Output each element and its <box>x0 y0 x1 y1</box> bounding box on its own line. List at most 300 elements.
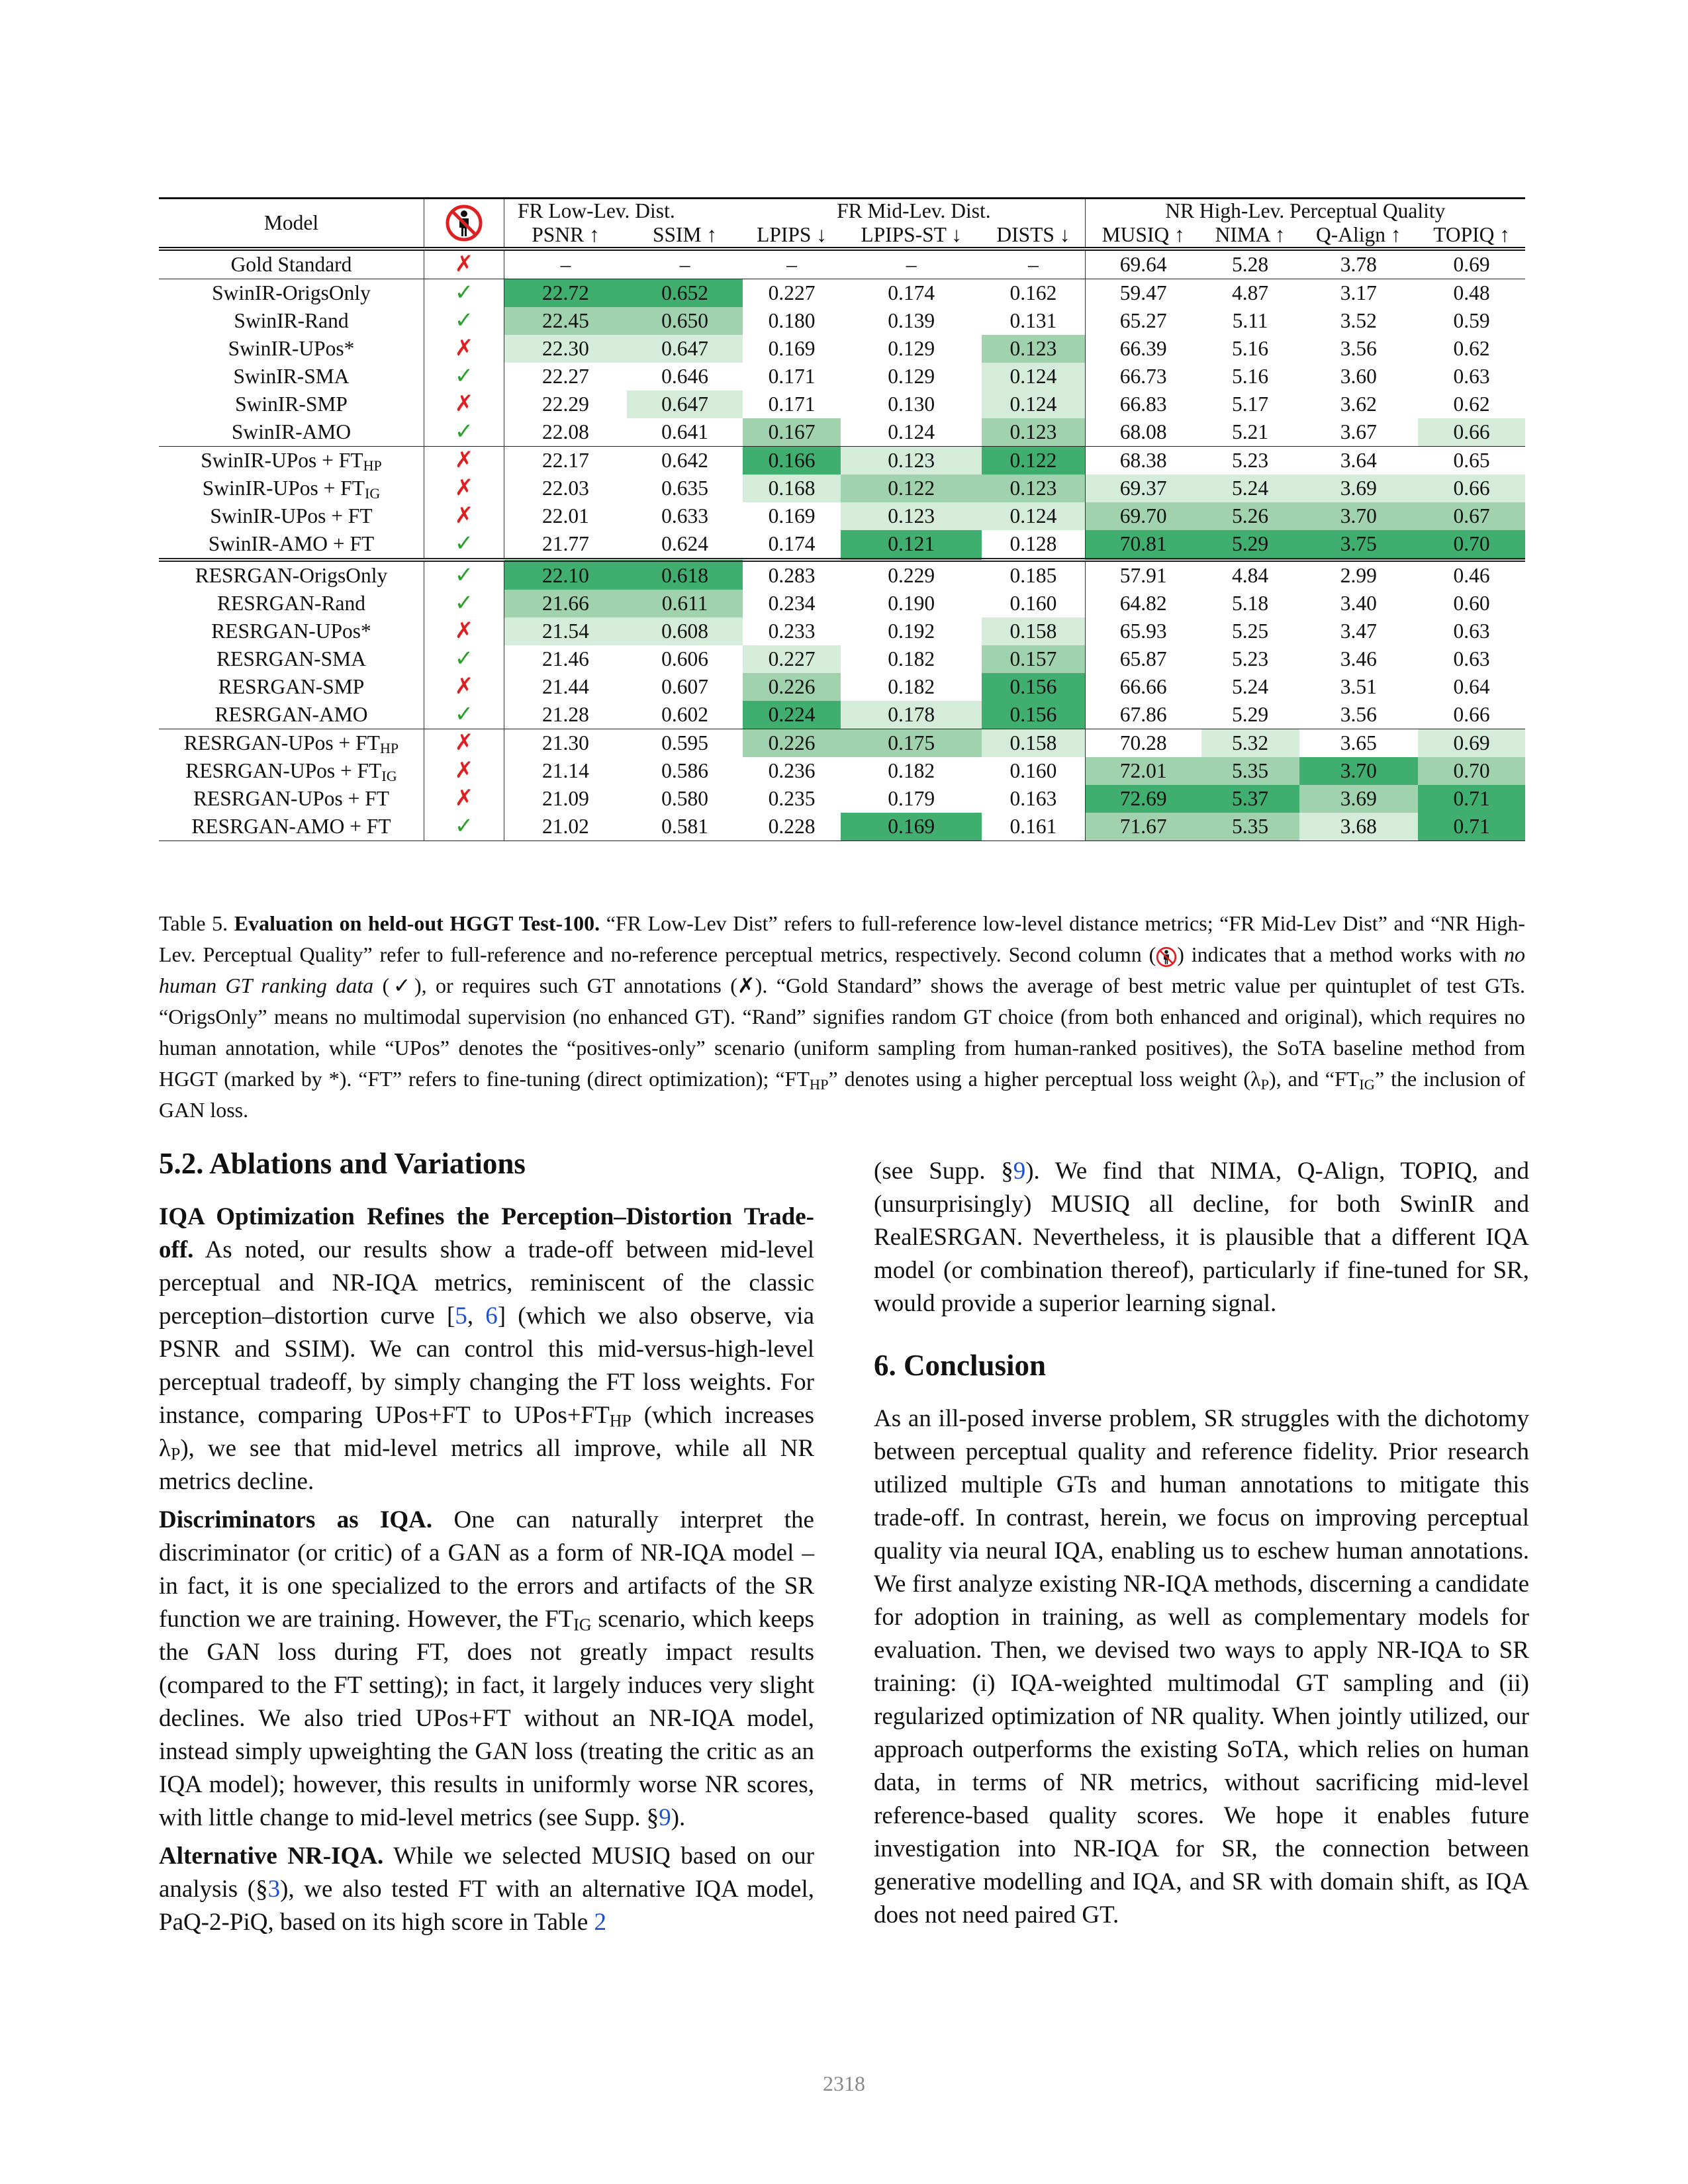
right-column <box>874 1155 1529 1937</box>
table-cell: 0.124 <box>982 390 1085 418</box>
table-cell: 21.14 <box>504 757 627 785</box>
caption-text: ), and “FT <box>1269 1067 1360 1091</box>
table-cell: 0.59 <box>1453 309 1490 333</box>
table-cell: 4.84 <box>1201 560 1299 590</box>
citation-link[interactable]: 6 <box>485 1302 498 1330</box>
table-cell: 0.234 <box>768 592 816 615</box>
table-cell: 5.23 <box>1201 447 1299 475</box>
table-cell: 0.635 <box>661 477 708 500</box>
table-cell: 65.93 <box>1085 617 1201 645</box>
table-cell: 3.69 <box>1299 785 1419 813</box>
cross-icon: ✗ <box>424 502 504 530</box>
col-header-topiq: TOPIQ ↑ <box>1418 223 1525 249</box>
table-row <box>159 390 1525 418</box>
table-cell: 3.75 <box>1299 530 1419 560</box>
table-cell: 0.283 <box>743 560 841 590</box>
table-cell: 72.69 <box>1085 785 1201 813</box>
table-cell: 22.10 <box>504 560 627 590</box>
table-cell: 5.18 <box>1232 592 1269 615</box>
paragraph-text: ). We find that NIMA, Q-Align, TOPIQ, and (unsurprisingly) MUSIQ all decline, for both SwinIR and RealESRGAN. Nevertheless, it is plausible that a different IQA model (or combination thereof), particularly if fine-tuned for SR, would provide a superior learning signal. <box>874 1158 1529 1317</box>
table-row <box>159 530 1525 560</box>
table-cell: 0.166 <box>743 447 841 475</box>
table-row <box>159 590 1525 617</box>
table-cell: 0.224 <box>743 701 841 729</box>
model-name: SwinIR-Rand <box>234 309 349 333</box>
table-cell: 0.185 <box>982 560 1085 590</box>
table-cell: 0.131 <box>1009 309 1057 333</box>
check-icon: ✓ <box>424 590 504 617</box>
table-cell: 0.160 <box>1009 759 1057 783</box>
table-row <box>159 447 1525 475</box>
table-cell: 0.63 <box>1453 619 1490 643</box>
model-name: SwinIR-OrigsOnly <box>212 281 371 305</box>
table-cell: 0.66 <box>1453 703 1490 727</box>
table-cell: 65.27 <box>1085 307 1201 335</box>
table-cell: 3.47 <box>1340 619 1377 643</box>
col-header-model: Model <box>159 199 424 250</box>
paragraph-text: , <box>467 1302 486 1330</box>
table-row <box>159 307 1525 335</box>
table-cell: 22.03 <box>504 475 627 502</box>
table-cell: 5.35 <box>1201 813 1299 841</box>
table-cell: 0.69 <box>1418 249 1525 279</box>
table-cell: 5.29 <box>1201 530 1299 560</box>
paragraph-text: As noted, our results show a trade-off between mid-level perceptual and NR-IQA metrics, reminiscent of the classic perception–distortion curve [ <box>159 1236 814 1330</box>
table-cell: 68.38 <box>1085 447 1201 475</box>
table-row <box>159 617 1525 645</box>
table-cell: 3.69 <box>1299 475 1419 502</box>
check-icon: ✓ <box>424 279 504 308</box>
table-cell: 21.09 <box>504 785 627 813</box>
table-cell: – <box>841 249 982 279</box>
table-cell: 3.46 <box>1340 647 1377 671</box>
col-header-dists: DISTS ↓ <box>982 223 1085 249</box>
table-cell: 0.122 <box>841 475 982 502</box>
table-cell: 0.190 <box>888 592 935 615</box>
group-header-fr-low: FR Low-Lev. Dist. <box>504 199 743 224</box>
table-cell: 0.139 <box>888 309 935 333</box>
table-row <box>159 363 1525 390</box>
citation-link[interactable]: 5 <box>455 1302 467 1330</box>
model-name: RESRGAN-UPos + FT <box>193 787 390 811</box>
table-cell: 66.39 <box>1085 335 1201 363</box>
paragraph-alternative-nr-iqa <box>159 1840 814 1939</box>
table-cell: 0.229 <box>841 560 982 590</box>
col-header-musiq: MUSIQ ↑ <box>1085 223 1201 249</box>
paragraph-text: scenario, which keeps the GAN loss during FT, does not greatly impact results (compared to the FT setting); in fact, it largely induces very slight declines. We also tried UPos+FT without an NR-IQA model, instead simply upweighting the GAN loss (treating the critic as an IQA model); however, this results in uniformly worse NR scores, with little change to mid-level metrics (see Supp. § <box>159 1606 815 1831</box>
table-cell: 0.580 <box>661 787 708 811</box>
caption-text: (✓), or requires such GT annotations (✗). “Gold Standard” shows the average of best metric value per quintuplet of test GTs. “OrigsOnly” means no multimodal supervision (no enhanced GT). “Rand” signifies random GT choice (from both enhanced and original), which requires no human annotation, while “UPos” denotes the “positives-only” scenario (uniform sampling from human-ranked positives), the SoTA baseline method from HGGT (marked by *). “FT” refers to fine-tuning (direct optimization); “FT <box>159 974 1526 1091</box>
table-cell: 0.174 <box>743 530 841 560</box>
table-cell: 0.62 <box>1453 337 1490 361</box>
table-cell: 5.16 <box>1232 337 1269 361</box>
table-cell: 0.124 <box>888 420 935 444</box>
table-cell: 0.122 <box>982 447 1085 475</box>
table-cell: 0.128 <box>982 530 1085 560</box>
table-cell: 70.28 <box>1085 729 1201 758</box>
table-cell: 0.227 <box>743 645 841 673</box>
table-cell: 21.30 <box>504 729 627 758</box>
table-cell: 0.48 <box>1453 281 1490 305</box>
model-name: RESRGAN-AMO + FT <box>159 813 424 841</box>
table-cell: 0.123 <box>841 502 982 530</box>
table-cell: 0.192 <box>888 619 935 643</box>
subscript: HP <box>609 1411 632 1431</box>
table-cell: 21.77 <box>504 530 627 560</box>
cross-icon: ✗ <box>424 729 504 758</box>
col-header-lpips: LPIPS ↓ <box>743 223 841 249</box>
table-cell: 0.124 <box>982 363 1085 390</box>
table-cell: 0.595 <box>627 729 743 758</box>
section-link[interactable]: 9 <box>1013 1158 1026 1185</box>
table-row <box>159 757 1525 785</box>
table-cell: 0.226 <box>743 729 841 758</box>
table-cell: 5.37 <box>1201 785 1299 813</box>
table-cell: 5.11 <box>1232 309 1268 333</box>
table-cell: 0.123 <box>982 475 1085 502</box>
paragraph-iqa-optimization <box>159 1201 814 1498</box>
model-name: RESRGAN-Rand <box>216 592 365 615</box>
run-in-heading: Discriminators as IQA. <box>159 1506 433 1533</box>
table-cell: 0.236 <box>768 759 816 783</box>
table-cell: 0.67 <box>1418 502 1525 530</box>
table-cell: 0.162 <box>1009 281 1057 305</box>
results-table <box>159 197 1525 841</box>
table-cell: 0.161 <box>982 813 1085 841</box>
table-cell: 0.163 <box>1009 787 1057 811</box>
table-cell: 65.87 <box>1085 645 1201 673</box>
table-cell: 64.82 <box>1085 590 1201 617</box>
model-name: SwinIR-UPos + $FT_{IG}$ <box>202 477 381 502</box>
table-cell: 5.26 <box>1201 502 1299 530</box>
table-row <box>159 729 1525 758</box>
paragraph-text: (see Supp. § <box>874 1158 1013 1185</box>
table-cell: 4.87 <box>1232 281 1269 305</box>
table-cell: 0.182 <box>888 675 935 699</box>
caption-sub: IG <box>1359 1075 1375 1093</box>
table-cell: 0.70 <box>1418 530 1525 560</box>
table-cell: 5.28 <box>1201 249 1299 279</box>
paragraph-text: ), we also tested FT with an alternative IQA model, PaQ-2-PiQ, based on its high score in Table <box>159 1876 814 1936</box>
model-name: RESRGAN-AMO <box>214 703 368 727</box>
model-name: SwinIR-UPos* <box>228 337 355 361</box>
table-cell: 0.647 <box>627 335 743 363</box>
table-cell: 0.233 <box>768 619 816 643</box>
col-header-psnr: PSNR ↑ <box>504 223 627 249</box>
table-cell: – <box>504 249 627 279</box>
paragraph-text: ] (which we also observe, via PSNR and SSIM). We can control this mid-versus-high-level perceptual tradeoff, by simply changing the FT loss weights. For instance, comparing UPos+FT to UPos+FT <box>159 1302 815 1429</box>
table-cell: 0.71 <box>1418 813 1525 841</box>
table-cell: 0.129 <box>888 365 935 388</box>
col-header-nima: NIMA ↑ <box>1201 223 1299 249</box>
table-cell: 0.227 <box>768 281 816 305</box>
table-row <box>159 701 1525 729</box>
table-cell: 22.01 <box>504 502 627 530</box>
model-name: SwinIR-UPos + $FT_{HP}$ <box>159 447 424 475</box>
caption-text: ” denotes using a higher perceptual loss weight (λ <box>828 1067 1261 1091</box>
table-cell: 0.69 <box>1418 729 1525 758</box>
table-cell: 21.44 <box>504 673 627 701</box>
table-cell: 3.60 <box>1340 365 1377 388</box>
table-cell: 0.158 <box>982 617 1085 645</box>
cross-icon: ✗ <box>424 617 504 645</box>
paragraph-text: (which increases λ <box>159 1402 814 1462</box>
table-row <box>159 502 1525 530</box>
table-cell: 0.121 <box>841 530 982 560</box>
table-cell: 5.24 <box>1232 675 1269 699</box>
table-cell: 0.175 <box>841 729 982 758</box>
table-cell: 0.124 <box>982 502 1085 530</box>
table-cell: 0.130 <box>888 392 935 416</box>
col-header-lpips-st: LPIPS-ST ↓ <box>841 223 982 249</box>
table-cell: 22.30 <box>504 335 627 363</box>
left-column <box>159 1145 814 1944</box>
table-cell: 0.182 <box>888 647 935 671</box>
table-cell: 0.586 <box>661 759 708 783</box>
paragraph-continued <box>874 1155 1529 1320</box>
table-cell: 0.123 <box>982 418 1085 447</box>
subscript: IG <box>573 1615 592 1635</box>
model-name: RESRGAN-UPos* <box>211 619 371 643</box>
run-in-heading: Alternative NR-IQA. <box>159 1843 384 1870</box>
check-icon: ✓ <box>424 418 504 447</box>
table-cell: 0.182 <box>888 759 935 783</box>
model-name: Gold Standard <box>159 249 424 279</box>
table-cell: 69.64 <box>1085 249 1201 279</box>
table-cell: 0.581 <box>627 813 743 841</box>
table-cell: 0.169 <box>768 337 816 361</box>
table-cell: 21.54 <box>504 617 627 645</box>
table-cell: 3.64 <box>1299 447 1419 475</box>
table-cell: 0.123 <box>841 447 982 475</box>
paragraph-discriminators <box>159 1504 814 1835</box>
table-cell: 0.46 <box>1418 560 1525 590</box>
model-name: SwinIR-AMO <box>231 420 352 444</box>
cross-icon: ✗ <box>424 757 504 785</box>
table-cell: 66.66 <box>1085 673 1201 701</box>
table-row <box>159 418 1525 447</box>
table-cell: 0.157 <box>982 645 1085 673</box>
table-cell: 5.21 <box>1232 420 1269 444</box>
table-cell: 0.180 <box>768 309 816 333</box>
table-cell: 0.624 <box>627 530 743 560</box>
table-cell: 3.51 <box>1340 675 1377 699</box>
check-icon: ✓ <box>424 645 504 673</box>
table-cell: 72.01 <box>1085 757 1201 785</box>
table-cell: 0.70 <box>1418 757 1525 785</box>
check-icon: ✓ <box>424 560 504 590</box>
table-cell: – <box>982 249 1085 279</box>
table-link[interactable]: 2 <box>594 1909 606 1936</box>
caption-text: ” the inclusion of GAN loss. <box>159 1067 1526 1122</box>
table-cell: 70.81 <box>1085 530 1201 560</box>
table-cell: 0.66 <box>1418 418 1525 447</box>
group-header-nr-high: NR High-Lev. Perceptual Quality <box>1085 199 1525 224</box>
model-name: SwinIR-UPos + FT <box>210 504 373 528</box>
model-name: RESRGAN-OrigsOnly <box>159 560 424 590</box>
table-cell: 0.169 <box>768 504 816 528</box>
model-name: RESRGAN-UPos + $FT_{IG}$ <box>185 759 397 785</box>
table-row <box>159 560 1525 590</box>
table-cell: 5.25 <box>1232 619 1269 643</box>
table-cell: 66.83 <box>1085 390 1201 418</box>
table-cell: 21.28 <box>504 701 627 729</box>
cross-icon: ✗ <box>424 785 504 813</box>
cross-icon: ✗ <box>424 390 504 418</box>
paragraph-text: ). <box>671 1804 686 1831</box>
paragraph-text: ), we see that mid-level metrics all improve, while all NR metrics decline. <box>159 1435 814 1495</box>
table-cell: 0.60 <box>1453 592 1490 615</box>
table-cell: 0.647 <box>627 390 743 418</box>
paragraph-text: While we selected MUSIQ based on our analysis (§ <box>159 1843 814 1903</box>
table-cell: 22.17 <box>504 447 627 475</box>
model-name: RESRGAN-SMA <box>216 647 366 671</box>
table-cell: 0.652 <box>627 279 743 308</box>
table-cell: 5.35 <box>1201 757 1299 785</box>
table-cell: 0.156 <box>982 673 1085 701</box>
table-row <box>159 475 1525 502</box>
col-header-ssim: SSIM ↑ <box>627 223 743 249</box>
subscript: P <box>170 1444 181 1464</box>
table-cell: 22.45 <box>504 307 627 335</box>
table-cell: 5.29 <box>1232 703 1269 727</box>
table-cell: 0.169 <box>841 813 982 841</box>
table-row <box>159 335 1525 363</box>
table-cell: 0.179 <box>888 787 935 811</box>
caption-title: Evaluation on held-out HGGT Test-100. <box>234 911 600 935</box>
table-cell: 0.235 <box>768 787 816 811</box>
table-cell: 0.178 <box>841 701 982 729</box>
table-cell: 0.158 <box>982 729 1085 758</box>
table-cell: 0.123 <box>982 335 1085 363</box>
table-cell: 0.171 <box>768 392 816 416</box>
section-heading-ablations: 5.2. Ablations and Variations <box>159 1147 526 1180</box>
table-cell: 0.65 <box>1418 447 1525 475</box>
table-row <box>159 645 1525 673</box>
table-cell: 0.611 <box>627 590 743 617</box>
table-cell: 3.67 <box>1340 420 1377 444</box>
table-row <box>159 785 1525 813</box>
model-name: SwinIR-AMO + FT <box>159 530 424 560</box>
no-human-annotation-icon <box>1156 946 1177 968</box>
table-cell: 67.86 <box>1085 701 1201 729</box>
table-cell: 22.27 <box>504 363 627 390</box>
table-cell: 22.08 <box>504 418 627 447</box>
table-cell: 0.156 <box>982 701 1085 729</box>
check-icon: ✓ <box>424 813 504 841</box>
model-name: SwinIR-SMA <box>233 365 350 388</box>
caption-emphasis: no human GT ranking data <box>159 942 1526 997</box>
table-caption <box>159 908 1525 1126</box>
caption-sub: HP <box>809 1075 829 1093</box>
table-cell: 0.63 <box>1453 647 1490 671</box>
table-cell: 69.37 <box>1085 475 1201 502</box>
table-cell: 3.68 <box>1299 813 1419 841</box>
table-header-groups <box>159 199 1525 224</box>
table-cell: 5.17 <box>1232 392 1269 416</box>
table-cell: 5.32 <box>1201 729 1299 758</box>
table-cell: 0.602 <box>661 703 708 727</box>
page-number: 2318 <box>823 2071 865 2095</box>
cross-icon: ✗ <box>424 475 504 502</box>
table-cell: 0.66 <box>1418 475 1525 502</box>
table-cell: 0.228 <box>743 813 841 841</box>
table-cell: 3.62 <box>1340 392 1377 416</box>
table-cell: 0.607 <box>661 675 708 699</box>
caption-label: Table 5. <box>159 911 228 935</box>
check-icon: ✓ <box>424 701 504 729</box>
table-cell: 0.608 <box>627 617 743 645</box>
table-cell: 69.70 <box>1085 502 1201 530</box>
section-link[interactable]: 9 <box>659 1804 671 1831</box>
table-cell: 21.66 <box>504 590 627 617</box>
caption-sub: P <box>1260 1075 1270 1093</box>
cross-icon: ✗ <box>424 447 504 475</box>
caption-text: ) indicates that a method works with <box>1177 942 1505 966</box>
paragraph-text: One can naturally interpret the discriminator (or critic) of a GAN as a form of NR-IQA model – in fact, it is one specialized to the errors and artifacts of the SR function we are training. However, the FT <box>159 1506 814 1633</box>
table-cell: 57.91 <box>1085 560 1201 590</box>
table-cell: 3.17 <box>1340 281 1377 305</box>
table-cell: 2.99 <box>1299 560 1419 590</box>
table-cell: 3.70 <box>1299 502 1419 530</box>
table-cell: 3.40 <box>1340 592 1377 615</box>
table-cell: 0.171 <box>768 365 816 388</box>
table-cell: 21.46 <box>504 645 627 673</box>
table-cell: 3.56 <box>1340 703 1377 727</box>
col-header-qalign: Q-Align ↑ <box>1299 223 1419 249</box>
table-cell: 0.167 <box>743 418 841 447</box>
table-cell: 0.618 <box>627 560 743 590</box>
table-cell: 0.168 <box>743 475 841 502</box>
cross-icon: ✗ <box>424 249 504 279</box>
table-cell: 0.226 <box>743 673 841 701</box>
caption-text: “FR Low-Lev Dist” refers to full-reference low-level distance metrics; “FR Mid-Lev Dist” and “NR High-Lev. Perceptual Quality” refer to full-reference and no-reference perceptual metrics, respectively. Second column ( <box>159 911 1526 966</box>
table-cell: 5.16 <box>1232 365 1269 388</box>
table-cell: 0.129 <box>888 337 935 361</box>
check-icon: ✓ <box>424 307 504 335</box>
table-row <box>159 279 1525 308</box>
table-cell: 3.65 <box>1299 729 1419 758</box>
table-cell: 68.08 <box>1085 418 1201 447</box>
table-cell: – <box>627 249 743 279</box>
table-cell: 0.174 <box>888 281 935 305</box>
group-header-fr-mid: FR Mid-Lev. Dist. <box>743 199 1085 224</box>
table-cell: 0.633 <box>661 504 708 528</box>
cross-icon: ✗ <box>424 335 504 363</box>
table-cell: 0.160 <box>1009 592 1057 615</box>
check-icon: ✓ <box>424 363 504 390</box>
model-name: SwinIR-SMP <box>235 392 348 416</box>
table-cell: – <box>743 249 841 279</box>
table-cell: 0.71 <box>1418 785 1525 813</box>
table-cell: 0.606 <box>661 647 708 671</box>
table-cell: 0.646 <box>661 365 708 388</box>
table-cell: 0.63 <box>1453 365 1490 388</box>
cross-icon: ✗ <box>424 673 504 701</box>
section-link[interactable]: 3 <box>267 1876 281 1903</box>
table-cell: 22.29 <box>504 390 627 418</box>
table-cell: 5.24 <box>1201 475 1299 502</box>
table-row <box>159 673 1525 701</box>
model-name: RESRGAN-SMP <box>218 675 365 699</box>
table-cell: 3.56 <box>1340 337 1377 361</box>
table-cell: 21.02 <box>504 813 627 841</box>
table-cell: 0.650 <box>627 307 743 335</box>
table-body <box>159 249 1525 841</box>
table-cell: 0.62 <box>1453 392 1490 416</box>
table-row <box>159 249 1525 279</box>
table-cell: 66.73 <box>1085 363 1201 390</box>
